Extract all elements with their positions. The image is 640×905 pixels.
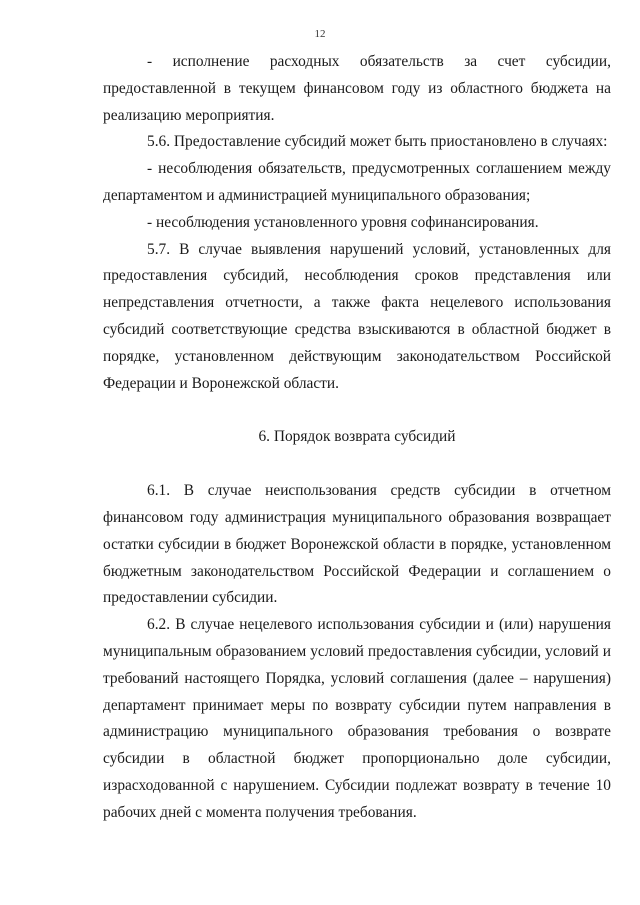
spacer xyxy=(103,397,611,424)
paragraph-6-2: 6.2. В случае нецелевого использования субсидии и (или) нарушения муниципальным образованием условий предоставления субсидии, условий и требований настоящего Порядка, условий соглашения (далее – нарушения) департамент принимает меры по возврату субсидии путем направления в администрацию муниципального образования требования о возврате субсидии в областной бюджет пропорционально доле субсидии, израсходованной с нарушением. Субсидии подлежат возврату в течение 10 рабочих дней с момента получения требования. xyxy=(103,616,611,821)
section-heading: 6. Порядок возврата субсидий xyxy=(258,428,456,446)
paragraph-5-7: 5.7. В случае выявления нарушений условий, установленных для предоставления субсидий, несоблюдения сроков представления или непредставления отчетности, а также факта нецелевого использования субсидий соответствующие средства взыскиваются в областной бюджет в порядке, установленном действующим законодательством Российской Федерации и Воронежской области. xyxy=(103,240,611,392)
paragraph-6-1: 6.1. В случае неиспользования средств субсидии в отчетном финансовом году администрация муниципального образования возвращает остатки субсидии в бюджет Воронежской области в порядке, установленном бюджетным законодательством Российской Федерации и соглашением о предоставлении субсидии. xyxy=(103,482,611,607)
paragraph-5-6: 5.6. Предоставление субсидий может быть приостановлено в случаях: xyxy=(147,133,608,151)
list-item-obligations: - несоблюдения обязательств, предусмотренных соглашением между департаментом и администрацией муниципального образования; xyxy=(103,160,611,204)
paragraph-expense-obligations: - исполнение расходных обязательств за счет субсидии, предоставленной в текущем финансовом году из областного бюджета на реализацию мероприятия. xyxy=(103,53,611,124)
list-item-cofinancing: - несоблюдения установленного уровня софинансирования. xyxy=(147,213,539,231)
document-body xyxy=(103,49,611,827)
spacer xyxy=(103,451,611,478)
page-number: 12 xyxy=(314,28,326,40)
